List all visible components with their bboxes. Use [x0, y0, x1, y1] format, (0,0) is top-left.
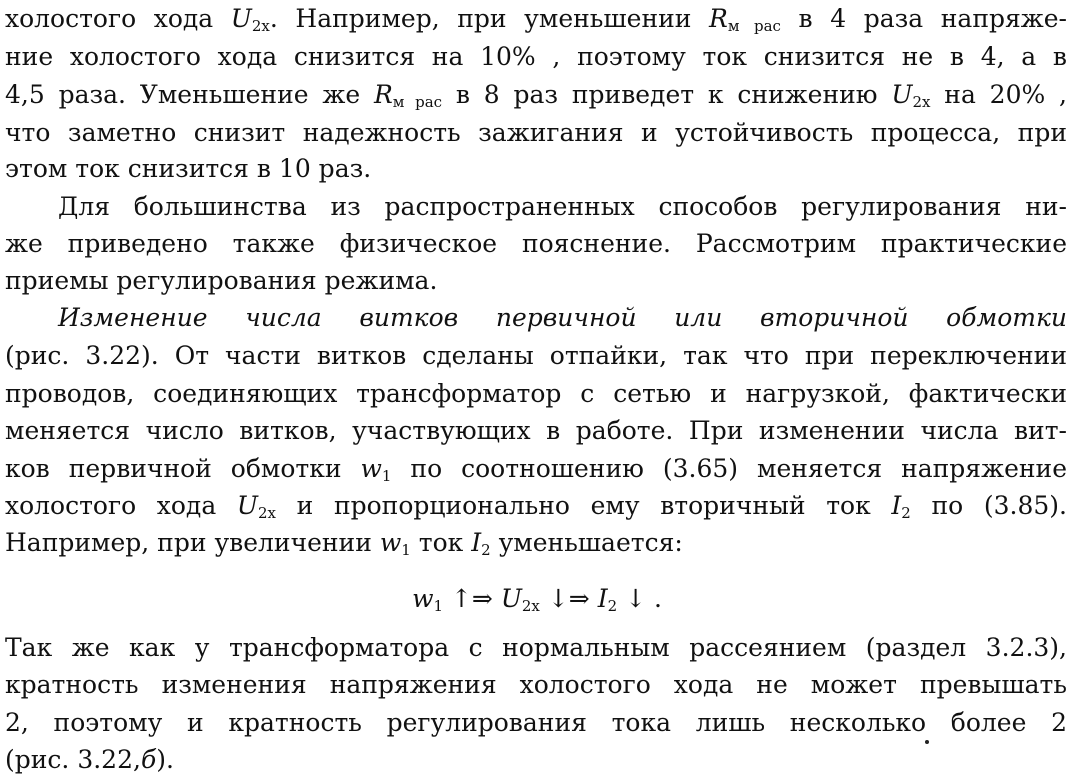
text-line: Например, при увеличении $w_1$ ток $I_2$ уменьшается: — [5, 528, 683, 559]
text-line: (рис. 3.22,б). — [5, 745, 174, 774]
text-line: приемы регулирования режима. — [5, 266, 438, 295]
text-line: проводов, соединяющих трансформатор с сетью и нагрузкой, фактически — [5, 379, 1067, 408]
text-line: этом ток снизится в 10 раз. — [5, 154, 372, 183]
text-line: 2, поэтому и кратность регулирования тока лишь несколько более 2 — [5, 708, 1067, 737]
text-line: Так же как у трансформатора с нормальным рассеянием (раздел 3.2.3), — [5, 633, 1067, 662]
text-line: 4,5 раза. Уменьшение же $R_{м рас}$ в 8 раз приведет к снижению $U_{2x}$ на 20% , — [5, 80, 1068, 111]
text-line: же приведено также физическое пояснение. Рассмотрим практические — [5, 229, 1067, 258]
scan-speck — [925, 740, 929, 744]
text-line: Для большинства из распространенных способов регулирования ни- — [58, 192, 1067, 221]
display-formula: $w_1$ ↑⇒ $U_{2x}$ ↓⇒ $I_2$ ↓ . — [412, 584, 662, 615]
text-line: (рис. 3.22). От части витков сделаны отпайки, так что при переключении — [5, 341, 1067, 370]
text-line: что заметно снизит надежность зажигания и устойчивость процесса, при — [5, 118, 1067, 147]
text-line: кратность изменения напряжения холостого хода не может превышать — [5, 670, 1067, 699]
text-line: ние холостого хода снизится на 10% , поэтому ток снизится не в 4, а в — [5, 42, 1067, 71]
section-heading: Изменение числа витков первичной или вторичной обмотки — [58, 303, 1067, 332]
text-line: ков первичной обмотки $w_1$ по соотношению (3.65) меняется напряжение — [5, 454, 1067, 485]
text-line: холостого хода $U_{2x}$ и пропорционально ему вторичный ток $I_2$ по (3.85). — [5, 491, 1067, 522]
text-line: холостого хода $U_{2x}$. Например, при уменьшении $R_{м рас}$ в 4 раза напряже- — [5, 4, 1068, 35]
text-line: меняется число витков, участвующих в работе. При изменении числа вит- — [5, 416, 1067, 445]
